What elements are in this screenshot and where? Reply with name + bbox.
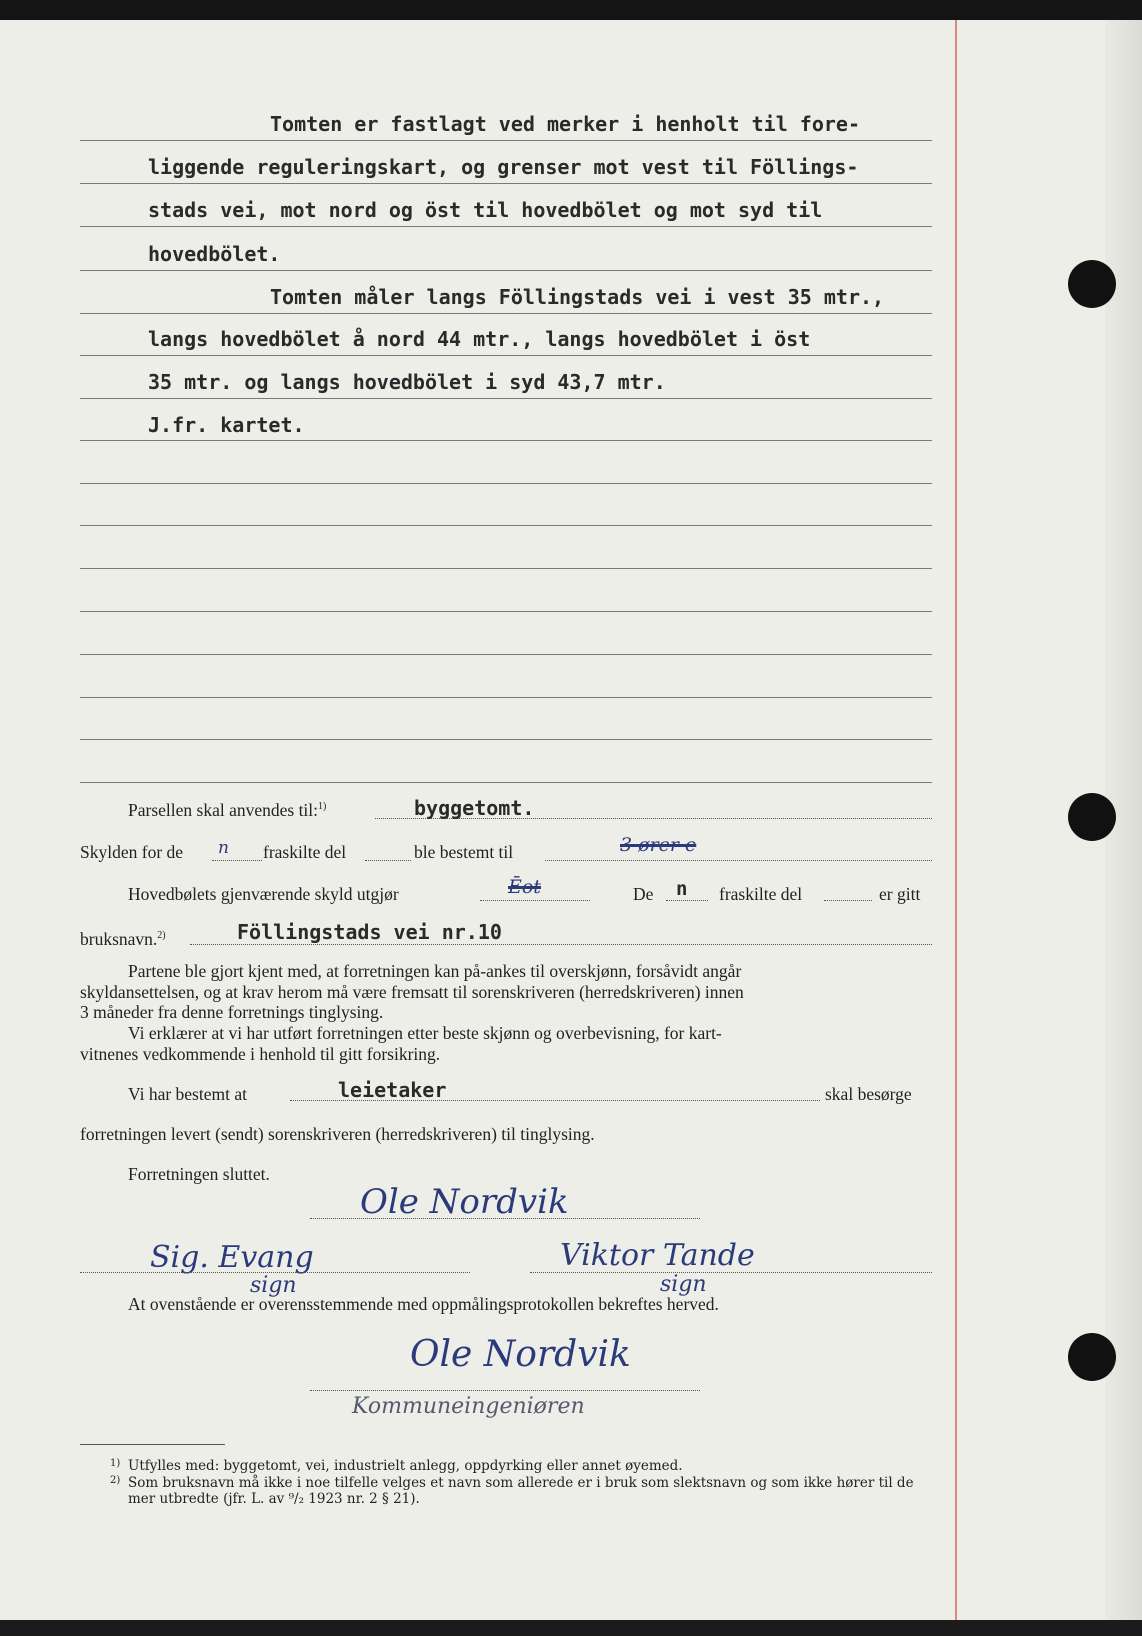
paragraph-declaration: Vi erklærer at vi har utført forretningen etter beste skjønn og overbevisning, for kart- vitnenes vedkommende i henhold til gitt forsikring. — [80, 1023, 722, 1064]
margin-line — [955, 20, 957, 1620]
body-line: hovedbölet. — [148, 242, 281, 266]
body-line: stads vei, mot nord og öst til hovedbölet og mot syd til — [148, 198, 823, 222]
parsellen-label: Parsellen skal anvendes til:$^{1)}$ — [128, 800, 327, 820]
fill-line — [666, 900, 708, 901]
hoved-value: Ēot — [508, 876, 541, 898]
signature-left-sub: sign — [250, 1273, 297, 1298]
cert-signature: Ole Nordvik — [410, 1334, 631, 1375]
ruled-line — [80, 440, 932, 441]
signature-line — [80, 1272, 470, 1273]
fill-line — [365, 860, 411, 861]
signature-line — [310, 1218, 700, 1219]
ruled-line — [80, 398, 932, 399]
ruled-line — [80, 313, 932, 314]
body-line: Tomten er fastlagt ved merker i henholt til fore- — [270, 112, 861, 136]
ruled-line — [80, 739, 932, 740]
fill-line — [480, 900, 590, 901]
fill-line — [824, 900, 872, 901]
body-line: Tomten måler langs Föllingstads vei i vest 35 mtr., — [270, 285, 885, 309]
ruled-line — [80, 226, 932, 227]
bestemt-value: leietaker — [338, 1078, 447, 1102]
footnote-rule — [80, 1444, 225, 1445]
footnote-1: 1) Utfylles med: byggetomt, vei, industrielt anlegg, oppdyrking eller annet øyemed. — [110, 1458, 683, 1474]
body-line: liggende reguleringskart, og grenser mot vest til Föllings- — [148, 155, 859, 179]
ruled-line — [80, 782, 932, 783]
ruled-line — [80, 270, 932, 271]
bestemt-line2: forretningen levert (sendt) sorenskriveren (herredskriveren) til tinglysing. — [80, 1124, 595, 1144]
scan-bottom-border — [0, 1620, 1142, 1636]
cert-title-stamp: Kommuneingeniøren — [352, 1394, 585, 1419]
ruled-line — [80, 183, 932, 184]
sluttet-text: Forretningen sluttet. — [128, 1164, 270, 1184]
bestemt-suffix: skal besørge — [825, 1084, 912, 1104]
bestemt-label: Vi har bestemt at — [128, 1084, 247, 1104]
signature-main: Ole Nordvik — [360, 1182, 569, 1222]
signature-right: Viktor Tande — [560, 1238, 755, 1273]
ruled-line — [80, 355, 932, 356]
hoved-label: Hovedbølets gjenværende skyld utgjør — [128, 884, 399, 904]
fraskilte-label: fraskilte del — [719, 884, 803, 904]
punch-hole — [1068, 793, 1116, 841]
signature-line — [530, 1272, 932, 1273]
ruled-line — [80, 654, 932, 655]
signature-line — [310, 1390, 700, 1391]
ruled-line — [80, 140, 932, 141]
body-line: langs hovedbölet å nord 44 mtr., langs hovedbölet i öst — [148, 327, 811, 351]
er-gitt: er gitt — [879, 884, 921, 904]
skylden-fraskilte: fraskilte del — [263, 842, 347, 862]
fill-line — [212, 860, 262, 861]
paragraph-appeal: Partene ble gjort kjent med, at forretningen kan på-ankes til overskjønn, forsåvidt angår skyldansettelsen, og at krav herom må være fremsatt til sorenskriveren (herredskriveren) innen 3 måneder fra denne forretnings tinglysing. — [80, 961, 744, 1022]
skylden-fill: n — [218, 838, 229, 858]
body-line: J.fr. kartet. — [148, 413, 305, 437]
certification-text: At ovenstående er overensstemmende med oppmålingsprotokollen bekreftes herved. — [128, 1294, 719, 1314]
de-label: De — [633, 884, 654, 904]
ruled-line — [80, 483, 932, 484]
parsellen-value: byggetomt. — [414, 796, 535, 820]
skylden-bestemt: ble bestemt til — [414, 842, 514, 862]
fill-line — [545, 860, 932, 861]
de-fill: n — [676, 878, 688, 900]
punch-hole — [1068, 1333, 1116, 1381]
scan-top-border — [0, 0, 1142, 20]
ruled-line — [80, 568, 932, 569]
signature-left: Sig. Evang — [150, 1240, 314, 1275]
bruksnavn-label: bruksnavn.$^{2)}$ — [80, 929, 166, 949]
footnote-2: 2) Som bruksnavn må ikke i noe tilfelle velges et navn som allerede er i bruk som slektsnavn og som ikke hører til de mer utbredte (jfr. L. av ⁹/₂ 1923 nr. 2 § 21). — [110, 1475, 914, 1507]
skylden-value: 3 ører e — [620, 834, 697, 856]
fill-line — [190, 944, 932, 945]
body-line: 35 mtr. og langs hovedbölet i syd 43,7 mtr. — [148, 370, 666, 394]
ruled-line — [80, 611, 932, 612]
signature-right-sub: sign — [660, 1272, 707, 1297]
ruled-line — [80, 525, 932, 526]
bruksnavn-value: Föllingstads vei nr.10 — [237, 920, 502, 944]
punch-hole — [1068, 260, 1116, 308]
skylden-label: Skylden for de — [80, 842, 184, 862]
ruled-line — [80, 697, 932, 698]
